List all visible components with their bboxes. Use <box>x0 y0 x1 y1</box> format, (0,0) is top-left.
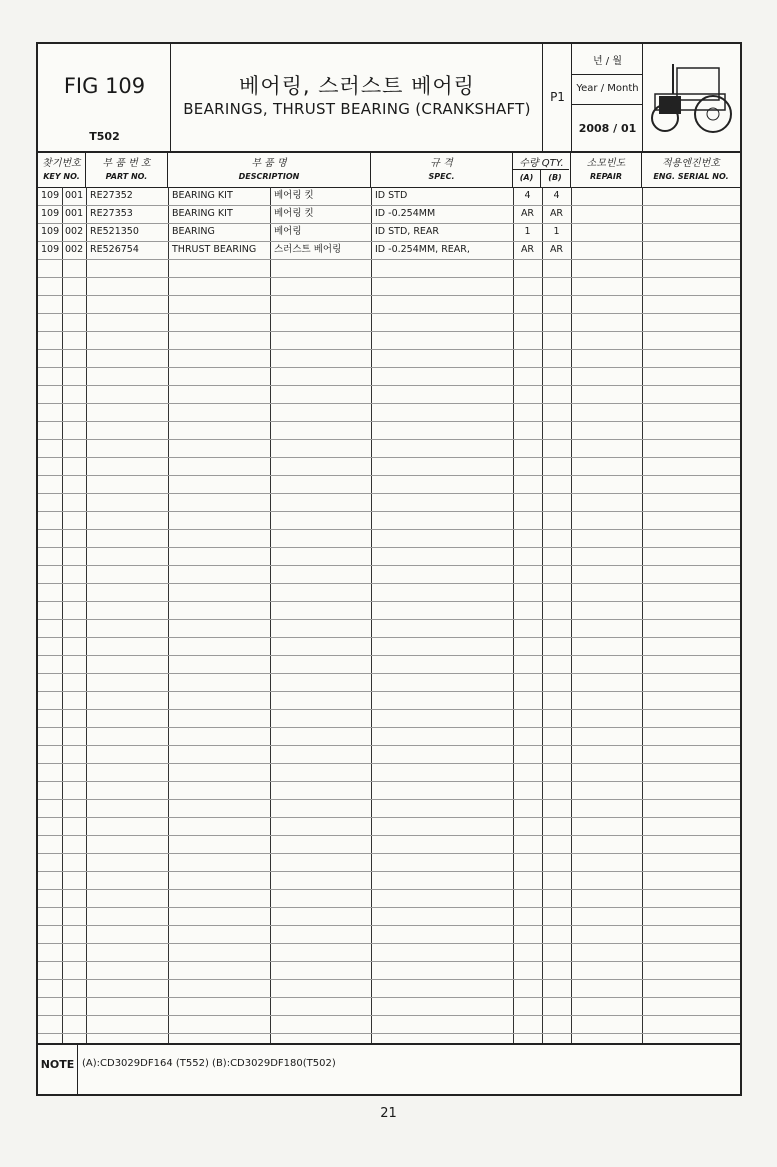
parts-sheet <box>36 42 742 1096</box>
table-rule <box>38 349 740 350</box>
col-desc-en: DESCRIPTION <box>238 172 300 181</box>
table-rule <box>38 367 740 368</box>
row-qty-b: AR <box>549 208 564 219</box>
row-desc-ko: 베어링 킷 <box>274 208 314 219</box>
divider <box>571 187 572 1043</box>
row-desc-ko: 베어링 킷 <box>274 190 314 201</box>
table-rule <box>38 547 740 548</box>
note-text: (A):CD3029DF164 (T552) (B):CD3029DF180(T502) <box>82 1058 336 1069</box>
page-number: 21 <box>380 1106 397 1121</box>
divider <box>270 187 271 1043</box>
table-rule <box>38 223 740 224</box>
table-rule <box>38 331 740 332</box>
divider <box>513 187 514 1043</box>
divider <box>86 187 87 1043</box>
table-rule <box>38 817 740 818</box>
row-part: RE27352 <box>90 190 133 201</box>
table-rule <box>38 385 740 386</box>
table-rule <box>38 943 740 944</box>
table-rule <box>38 709 740 710</box>
divider <box>371 187 372 1043</box>
row-spec: ID -0.254MM <box>375 208 436 219</box>
table-rule <box>38 979 740 980</box>
table-rule <box>38 907 740 908</box>
table-rule <box>38 205 740 206</box>
divider <box>542 187 543 1043</box>
row-key: 001 <box>65 208 84 219</box>
col-serial <box>642 151 740 187</box>
table-rule <box>38 871 740 872</box>
sheet-header <box>38 44 740 153</box>
table-rule <box>38 601 740 602</box>
table-rule <box>38 925 740 926</box>
title-cell <box>171 44 543 151</box>
table-rule <box>38 961 740 962</box>
table-row <box>38 187 740 205</box>
tractor-icon <box>647 58 737 138</box>
table-rule <box>38 529 740 530</box>
table-row <box>38 241 740 259</box>
divider <box>62 187 63 1043</box>
col-serial-en: ENG. SERIAL NO. <box>653 172 729 181</box>
table-rule <box>38 241 740 242</box>
col-spec-en: SPEC. <box>428 172 455 181</box>
tractor-cell <box>643 44 740 151</box>
title-english: BEARINGS, THRUST BEARING (CRANKSHAFT) <box>183 100 531 118</box>
date-label-english: Year / Month <box>572 74 643 105</box>
row-desc-en: BEARING KIT <box>172 190 233 201</box>
col-spec <box>371 151 513 187</box>
table-rule <box>38 745 740 746</box>
parts-table <box>38 187 740 1043</box>
row-fig: 109 <box>41 244 60 255</box>
table-rule <box>38 421 740 422</box>
row-key: 001 <box>65 190 84 201</box>
col-repair-en: REPAIR <box>589 172 623 181</box>
row-qty-b: AR <box>549 244 564 255</box>
page-cell <box>543 44 572 151</box>
table-rule <box>38 295 740 296</box>
column-headers <box>38 151 740 188</box>
note-label: NOTE <box>38 1045 78 1096</box>
table-rule <box>38 583 740 584</box>
table-rule <box>38 493 740 494</box>
row-part: RE521350 <box>90 226 139 237</box>
title-korean: 베어링, 스러스트 베어링 <box>239 74 475 98</box>
date-value: 2008 / 01 <box>578 122 637 135</box>
col-qty-a: (A) <box>513 169 541 187</box>
divider <box>642 187 643 1043</box>
row-desc-en: BEARING <box>172 226 215 237</box>
table-rule <box>38 853 740 854</box>
table-rule <box>38 655 740 656</box>
table-rule <box>38 799 740 800</box>
col-desc-ko: 부 품 명 <box>251 158 287 169</box>
row-fig: 109 <box>41 190 60 201</box>
row-desc-ko: 스러스트 베어링 <box>274 244 342 255</box>
table-rule <box>38 619 740 620</box>
col-key <box>38 151 86 187</box>
row-qty-a: 1 <box>524 226 531 237</box>
row-qty-a: 4 <box>524 190 531 201</box>
col-spec-ko: 규 격 <box>430 158 453 169</box>
row-desc-en: BEARING KIT <box>172 208 233 219</box>
row-fig: 109 <box>41 226 60 237</box>
row-qty-a: AR <box>520 244 535 255</box>
col-repair <box>571 151 642 187</box>
table-rule <box>38 763 740 764</box>
date-label-korean: 년 / 월 <box>572 44 643 75</box>
model-code: T502 <box>89 130 120 143</box>
col-repair-ko: 소모빈도 <box>586 158 626 169</box>
table-row <box>38 205 740 223</box>
row-spec: ID STD <box>375 190 408 201</box>
col-part-ko: 부 품 번 호 <box>102 158 151 169</box>
col-serial-ko: 적용엔진번호 <box>662 158 720 169</box>
table-rule <box>38 475 740 476</box>
row-desc-en: THRUST BEARING <box>172 244 257 255</box>
page-label: P1 <box>550 90 565 104</box>
divider <box>168 187 169 1043</box>
table-rule <box>38 673 740 674</box>
table-rule <box>38 1033 740 1034</box>
row-spec: ID -0.254MM, REAR, <box>375 244 470 255</box>
table-rule <box>38 997 740 998</box>
table-rule <box>38 277 740 278</box>
table-rule <box>38 313 740 314</box>
row-qty-a: AR <box>520 208 535 219</box>
table-rule <box>38 511 740 512</box>
note-section <box>38 1043 740 1096</box>
col-description <box>168 151 371 187</box>
col-qty-ko: 수량 QTY. <box>519 158 564 169</box>
col-qty <box>513 151 571 187</box>
col-part <box>86 151 168 187</box>
row-spec: ID STD, REAR <box>375 226 440 237</box>
date-cell <box>572 44 643 151</box>
table-rule <box>38 259 740 260</box>
table-rule <box>38 781 740 782</box>
row-key: 002 <box>65 226 84 237</box>
row-qty-b: 1 <box>553 226 560 237</box>
fig-cell <box>38 44 171 151</box>
col-key-ko: 찾기번호 <box>42 158 81 169</box>
table-rule <box>38 403 740 404</box>
col-qty-b: (B) <box>541 169 569 187</box>
row-desc-ko: 베어링 <box>274 226 302 237</box>
row-key: 002 <box>65 244 84 255</box>
col-key-en: KEY NO. <box>43 172 80 181</box>
table-row <box>38 223 740 241</box>
table-rule <box>38 691 740 692</box>
col-part-en: PART NO. <box>105 172 148 181</box>
fig-number: FIG 109 <box>63 74 146 98</box>
row-part: RE27353 <box>90 208 133 219</box>
table-rule <box>38 457 740 458</box>
row-part: RE526754 <box>90 244 139 255</box>
table-rule <box>38 1015 740 1016</box>
table-rule <box>38 727 740 728</box>
table-rule <box>38 439 740 440</box>
row-fig: 109 <box>41 208 60 219</box>
table-rule <box>38 835 740 836</box>
table-rule <box>38 637 740 638</box>
row-qty-b: 4 <box>553 190 560 201</box>
table-rule <box>38 889 740 890</box>
table-rule <box>38 565 740 566</box>
